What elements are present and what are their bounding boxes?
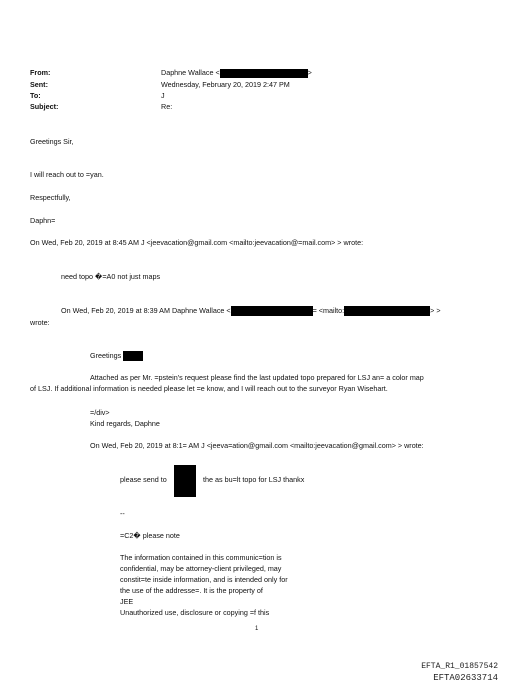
from-label: From: — [30, 68, 51, 77]
signature: Daphn= — [30, 216, 56, 225]
please-send-line-1: please send to — [120, 475, 167, 484]
subject-value: Re: — [161, 102, 173, 111]
redaction-bar — [344, 306, 430, 316]
disclaimer-line-3: constit=te inside information, and is intended only for — [120, 575, 288, 584]
quote-header-2-part-c: > > — [430, 306, 441, 315]
quote-header-2 — [61, 306, 441, 316]
attached-paragraph-line-1: Attached as per Mr. =pstein's request please find the last updated topo prepared for LSJ an= a color map — [90, 373, 424, 382]
quote-wrote: wrote: — [30, 318, 50, 327]
quote-header-2-part-b: = <mailto: — [312, 306, 345, 315]
greetings-2 — [90, 351, 143, 361]
disclaimer-line-4: the use of the addresse=. It is the property of — [120, 586, 263, 595]
from-bracket: > — [307, 68, 312, 77]
quote-header-3: On Wed, Feb 20, 2019 at 8:1= AM J <jeeva=ation@gmail.com <mailto:jeevacation@gmail.com> > wrote: — [90, 441, 424, 450]
footer-ref-1: EFTA_R1_01857542 — [421, 662, 498, 671]
disclaimer-line-1: The information contained in this communic=tion is — [120, 553, 282, 562]
body-line: I will reach out to =yan. — [30, 170, 104, 179]
redaction-bar — [174, 465, 196, 497]
subject-label: Subject: — [30, 102, 59, 111]
redaction-bar — [123, 351, 143, 361]
kind-regards: Kind regards, Daphne — [90, 419, 160, 428]
redaction-bar — [220, 69, 308, 78]
from-name: Daphne Wallace < — [161, 68, 220, 77]
redaction-bar — [231, 306, 313, 316]
sent-value: Wednesday, February 20, 2019 2:47 PM — [161, 80, 290, 89]
please-note: =C2� please note — [120, 531, 180, 540]
disclaimer-line-2: confidential, may be attorney-client privileged, may — [120, 564, 282, 573]
div-close-text: =/div> — [90, 408, 110, 417]
greetings-2-text: Greetings — [90, 351, 122, 360]
quote-text-1: need topo �=A0 not just maps — [61, 272, 161, 281]
please-send-line-2: the as bu=lt topo for LSJ thankx — [203, 475, 305, 484]
disclaimer-line-5: JEE — [120, 597, 134, 606]
quote-header-1: On Wed, Feb 20, 2019 at 8:45 AM J <jeevacation@gmail.com <mailto:jeevacation@=mail.com> > wrote: — [30, 238, 364, 247]
disclaimer-line-6: Unauthorized use, disclosure or copying =f this — [120, 608, 270, 617]
quote-header-2-part-a: On Wed, Feb 20, 2019 at 8:39 AM Daphne Wallace < — [61, 306, 231, 315]
attached-paragraph-line-2: of LSJ. If additional information is needed please let =e know, and I will reach out to the surveyor Ryan Wisehart. — [30, 384, 388, 393]
dashes: -- — [120, 509, 125, 518]
closing: Respectfully, — [30, 193, 71, 202]
footer-ref-2: EFTA02633714 — [433, 673, 498, 683]
greeting: Greetings Sir, — [30, 137, 74, 146]
page-number: 1 — [255, 626, 259, 632]
to-value: J — [161, 91, 165, 100]
to-label: To: — [30, 91, 41, 100]
sent-label: Sent: — [30, 80, 48, 89]
from-value — [161, 68, 312, 78]
